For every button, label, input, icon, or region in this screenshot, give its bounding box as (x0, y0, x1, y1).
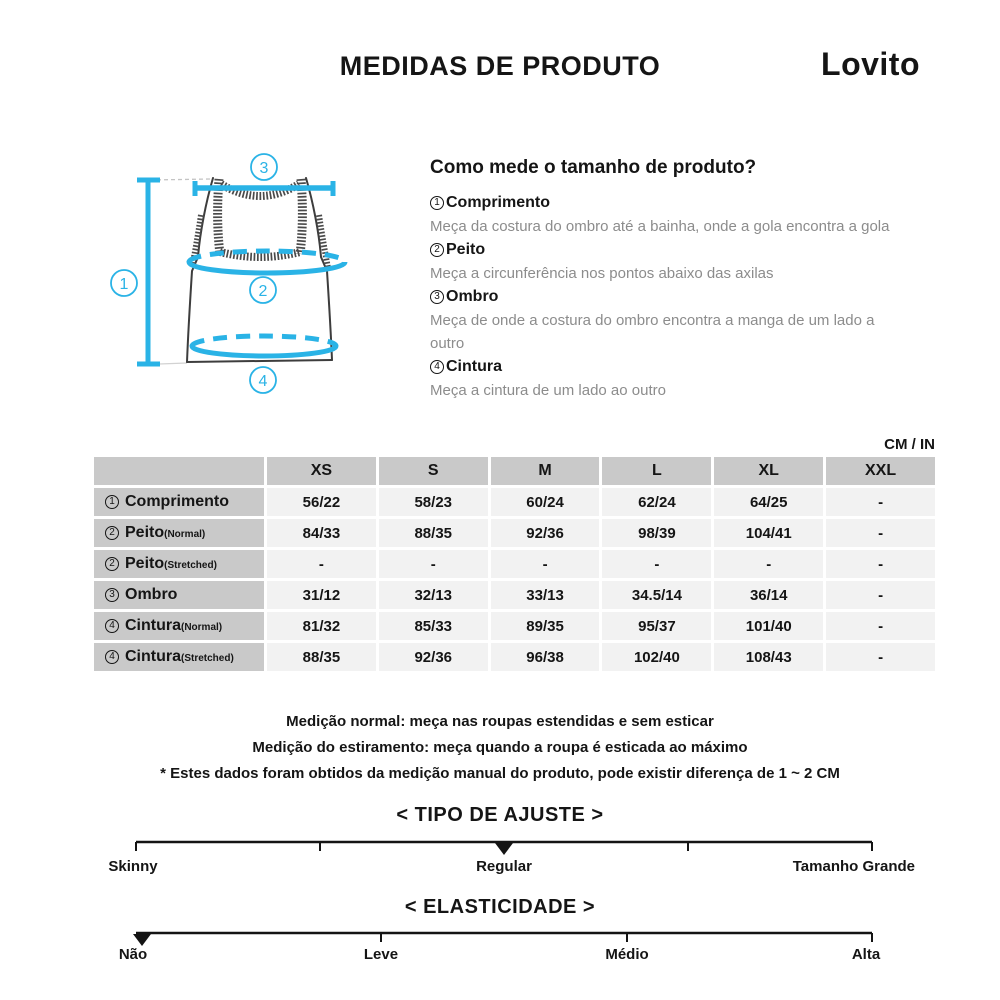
size-value: 96/38 (491, 643, 600, 671)
size-value: 108/43 (714, 643, 823, 671)
marker-1: 1 (119, 276, 129, 293)
size-value: 95/37 (602, 612, 711, 640)
size-value: - (491, 550, 600, 578)
size-value: 62/24 (602, 488, 711, 516)
guide-lines (150, 179, 211, 364)
size-value: - (826, 643, 935, 671)
size-value: 92/36 (491, 519, 600, 547)
circled-number-icon: 4 (105, 650, 119, 664)
size-value: - (826, 612, 935, 640)
brand-logo: Lovito (821, 46, 920, 82)
size-value: 56/22 (267, 488, 376, 516)
elasticity-label-alta: Alta (851, 946, 881, 963)
size-value: - (267, 550, 376, 578)
column-header-xxl: XXL (826, 457, 935, 485)
marker-3: 3 (259, 160, 269, 177)
guide-item-label: Cintura (446, 358, 502, 375)
row-label-sub: (Normal) (181, 622, 223, 633)
table-row (94, 488, 935, 516)
size-value: 84/33 (267, 519, 376, 547)
size-value: - (826, 519, 935, 547)
guide-item-ombro (430, 285, 892, 309)
column-header-xs: XS (267, 457, 376, 485)
row-label-text: Comprimento (125, 493, 229, 510)
guide-item-peito (430, 238, 892, 262)
size-table (91, 454, 938, 674)
guide-item-desc (430, 215, 892, 238)
guide-item-desc (430, 379, 892, 402)
guide-item-label: Ombro (446, 288, 499, 305)
note-line: Medição do estiramento: meça quando a roupa é esticada ao máximo (252, 739, 748, 756)
guide-item-label: Comprimento (446, 194, 550, 211)
table-row (94, 550, 935, 578)
desc-line: Meça da costura do ombro até a bainha, onde a gola encontra a gola (430, 218, 890, 235)
row-label-sub: (Normal) (164, 529, 206, 540)
size-value: 33/13 (491, 581, 600, 609)
fit-label-regular: Regular (476, 858, 532, 875)
size-value: 81/32 (267, 612, 376, 640)
size-value: - (826, 550, 935, 578)
size-value: - (602, 550, 711, 578)
column-header-s: S (379, 457, 488, 485)
size-value: 31/12 (267, 581, 376, 609)
circled-number-icon: 3 (430, 290, 444, 304)
note-line: * Estes dados foram obtidos da medição manual do produto, pode existir diferença de 1 ~ 2 CM (160, 765, 840, 782)
row-label-sub: (Stretched) (164, 560, 217, 571)
circled-number-icon: 2 (430, 243, 444, 257)
measure-guide (430, 157, 892, 402)
row-label (94, 612, 264, 640)
elasticity-label-medio: Médio (605, 946, 649, 963)
size-value: 88/35 (379, 519, 488, 547)
desc-line: Meça de onde a costura do ombro encontra a manga de um lado a (430, 312, 875, 329)
unit-label: CM / IN (884, 436, 935, 453)
table-header-row (94, 457, 935, 485)
guide-item-desc (430, 309, 892, 355)
elasticity-marker-triangle (133, 934, 151, 946)
corner-cell (94, 457, 264, 485)
size-value: 92/36 (379, 643, 488, 671)
desc-line: Meça a circunferência nos pontos abaixo das axilas (430, 265, 774, 282)
size-value: 60/24 (491, 488, 600, 516)
table-row (94, 519, 935, 547)
row-label (94, 488, 264, 516)
row-label-text: Peito (125, 555, 165, 572)
marker-4: 4 (258, 373, 268, 390)
fit-label-tamanho-grande: Tamanho Grande (792, 858, 915, 875)
size-value: - (826, 488, 935, 516)
page-title: MEDIDAS DE PRODUTO (339, 51, 661, 81)
measurement-notes (0, 709, 1000, 787)
size-value: 88/35 (267, 643, 376, 671)
elasticity-scale-labels (0, 946, 1000, 966)
circled-number-icon: 4 (105, 619, 119, 633)
row-label-text: Cintura (125, 617, 181, 634)
row-label (94, 643, 264, 671)
row-label (94, 581, 264, 609)
column-header-m: M (491, 457, 600, 485)
row-label-text: Peito (125, 524, 165, 541)
desc-line: Meça a cintura de um lado ao outro (430, 382, 666, 399)
size-value: 36/14 (714, 581, 823, 609)
guide-item-label: Peito (446, 241, 486, 258)
size-value: 85/33 (379, 612, 488, 640)
size-value: 58/23 (379, 488, 488, 516)
size-value: 89/35 (491, 612, 600, 640)
elasticity-scale (0, 896, 1000, 980)
guide-item-comprimento (430, 191, 892, 215)
circled-number-icon: 4 (430, 360, 444, 374)
size-value: 98/39 (602, 519, 711, 547)
row-label (94, 550, 264, 578)
elasticity-label-leve: Leve (363, 946, 399, 963)
table-row (94, 612, 935, 640)
column-header-l: L (602, 457, 711, 485)
fit-label-skinny: Skinny (108, 858, 158, 875)
circled-number-icon: 3 (105, 588, 119, 602)
note-line: Medição normal: meça nas roupas estendidas e sem esticar (286, 713, 714, 730)
size-value: 104/41 (714, 519, 823, 547)
column-header-xl: XL (714, 457, 823, 485)
size-value: 32/13 (379, 581, 488, 609)
row-label-sub: (Stretched) (181, 653, 234, 664)
elasticity-label-nao: Não (118, 946, 148, 963)
fit-scale-labels (0, 858, 1000, 878)
size-value: 34.5/14 (602, 581, 711, 609)
row-label-text: Ombro (125, 586, 178, 603)
size-value: - (826, 581, 935, 609)
guide-heading: Como mede o tamanho de produto? (430, 157, 757, 178)
circled-number-icon: 2 (105, 526, 119, 540)
guide-item-desc (430, 262, 892, 285)
garment-diagram (80, 140, 400, 410)
guide-item-cintura (430, 355, 892, 379)
desc-line: outro (430, 335, 465, 352)
elasticity-scale-title: < ELASTICIDADE > (404, 896, 596, 918)
table-row (94, 643, 935, 671)
fit-type-scale (0, 804, 1000, 888)
circled-number-icon: 1 (105, 495, 119, 509)
row-label (94, 519, 264, 547)
size-value: - (714, 550, 823, 578)
size-value: - (379, 550, 488, 578)
fit-marker-triangle (495, 843, 513, 855)
row-label-text: Cintura (125, 648, 181, 665)
fit-scale-title: < TIPO DE AJUSTE > (396, 804, 604, 826)
size-value: 101/40 (714, 612, 823, 640)
marker-2: 2 (258, 283, 268, 300)
circled-number-icon: 1 (430, 196, 444, 210)
table-row (94, 581, 935, 609)
size-value: 64/25 (714, 488, 823, 516)
size-value: 102/40 (602, 643, 711, 671)
circled-number-icon: 2 (105, 557, 119, 571)
